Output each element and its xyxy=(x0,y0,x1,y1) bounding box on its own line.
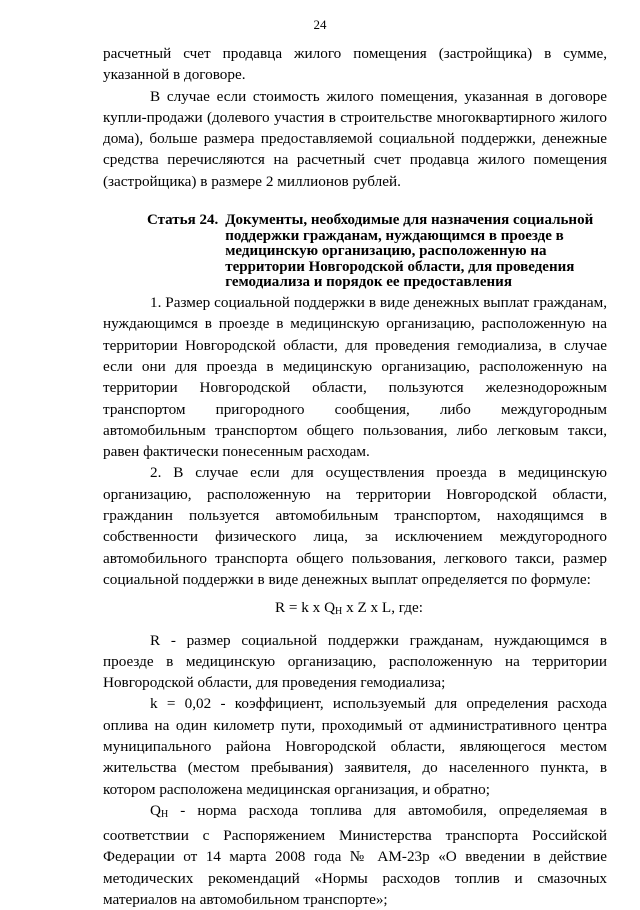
definition-r: R - размер социальной поддержки гражданам, нуждающимся в проезде в медицинскую организацию, расположенную на территории Новгородской области, для проведения гемодиализа; xyxy=(103,631,607,692)
formula-start: R = k x Q xyxy=(275,599,336,617)
definition-q xyxy=(103,800,607,910)
formula-subscript: Н xyxy=(335,606,343,618)
document-body xyxy=(103,43,607,910)
formula xyxy=(103,597,607,622)
page-number: 24 xyxy=(313,17,327,32)
article-number: Статья 24. xyxy=(147,212,219,229)
definition-q-symbol: Q xyxy=(150,801,161,819)
definition-q-text: - норма расхода топлива для автомобиля, определяемая в соответствии с Распоряжением Министерства транспорта Российской Федерации от 14 марта 2008 года № АМ-23р «О введении в действие методических рекомендаций «Нормы расходов топлив и смазочных материалов на автомобильном транспорте»; xyxy=(103,801,607,909)
article-title: Документы, необходимые для назначения социальной поддержки гражданам, нуждающимся в проезде в медицинскую организацию, расположенную на территории Новгородской области, для проведения гемодиализа и порядок ее предоставления xyxy=(225,212,594,291)
paragraph-price-exceeds: В случае если стоимость жилого помещения, указанная в договоре купли-продажи (долевого участия в строительстве многоквартирного жилого дома), больше размера предоставляемой социальной поддержки, денежные средства перечисляются на расчетный счет продавца жилого помещения (застройщика) в размере 2 миллионов рублей. xyxy=(103,87,607,190)
paragraph-continuation: расчетный счет продавца жилого помещения (застройщика) в сумме, указанной в договоре. xyxy=(103,45,607,84)
paragraph-clause-1: 1. Размер социальной поддержки в виде денежных выплат гражданам, нуждающимся в проезде в медицинскую организацию, расположенную на территории Новгородской области, для проведения гемодиализа, в случае если они для проезда в медицинскую организацию, расположенную на территории Новгородской области, пользуются железнодорожным транспортом пригородного сообщения, либо междугородным автомобильным транспортом общего пользования, либо легковым такси, равен фактически понесенным расходам. xyxy=(103,294,607,461)
paragraph-clause-2: 2. В случае если для осуществления проезда в медицинскую организацию, расположенную на территории Новгородской области, гражданин пользуется автомобильным транспортом, находящимся в собственности физического лица, за исключением междугородного автомобильного транспорта общего пользования, легкового такси, размер социальной поддержки в виде денежных выплат определяется по формуле: xyxy=(103,464,607,588)
formula-end: x Z x L, где: xyxy=(342,599,423,617)
definition-k: k = 0,02 - коэффициент, используемый для определения расхода оплива на один километр пути, проходимый от административного центра муниципального района Новгородской области, являющегося местом жительства (местом пребывания) заявителя, до населенного пункта, в котором расположена медицинская организация, и обратно; xyxy=(103,695,607,798)
definition-q-subscript: Н xyxy=(160,808,169,820)
article-heading xyxy=(147,213,607,291)
